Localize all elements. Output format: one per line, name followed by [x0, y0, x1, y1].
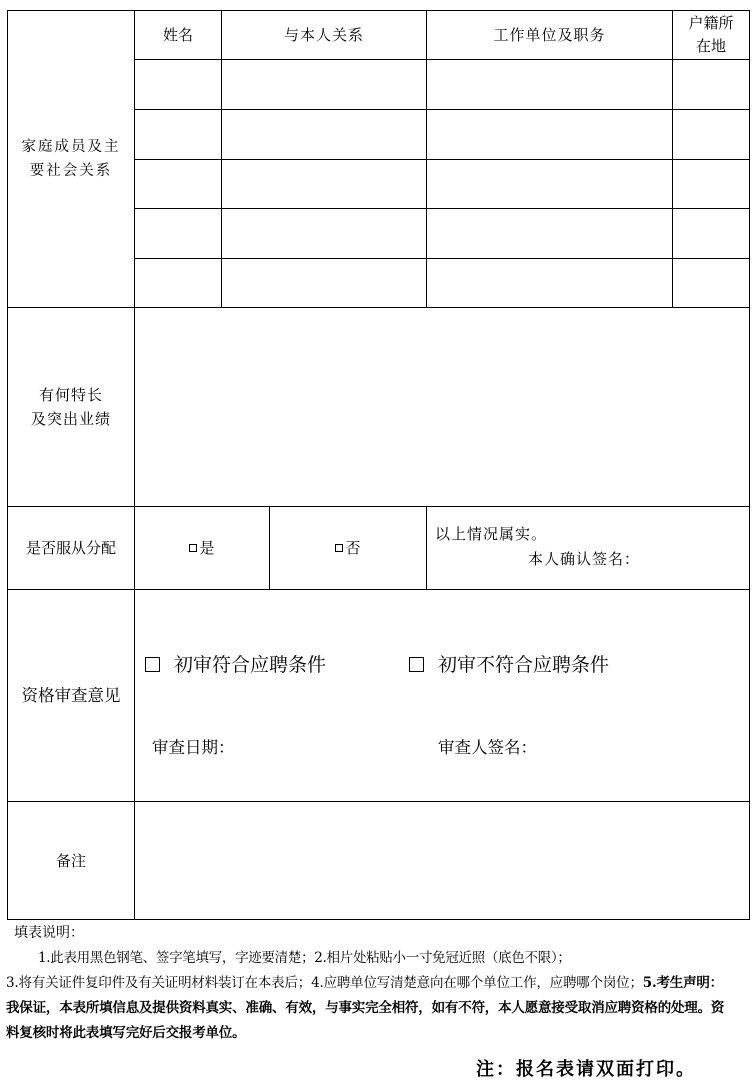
- instruction-item-4: 4.应聘单位写清楚意向在哪个单位工作，应聘哪个岗位；: [311, 975, 643, 991]
- header-relation-text: 与本人关系: [283, 26, 364, 44]
- specialty-field[interactable]: [135, 308, 749, 506]
- rule: [7, 919, 750, 920]
- remarks-label: [8, 802, 134, 919]
- family-row[interactable]: [135, 110, 749, 159]
- reviewer-signature-label: 审查人签名：: [438, 738, 537, 757]
- assignment-yes-option[interactable]: [135, 507, 269, 589]
- specialty-label-line1: 有何特长: [38, 386, 103, 404]
- header-hukou: [673, 11, 749, 59]
- remarks-label-text: 备注: [55, 851, 86, 870]
- rule: [749, 10, 750, 920]
- review-label: [8, 590, 134, 801]
- family-row[interactable]: [135, 259, 749, 307]
- family-row[interactable]: [135, 60, 749, 109]
- remarks-field[interactable]: [135, 802, 749, 919]
- instruction-item-1: 1.此表用黑色钢笔、签字笔填写，字迹要清楚；: [38, 950, 315, 966]
- assignment-no-option[interactable]: [270, 507, 426, 589]
- instruction-item-3: 3.将有关证件复印件及有关证明材料装订在本表后；: [6, 975, 312, 991]
- rule: [426, 506, 427, 590]
- assignment-yes-text: 是: [199, 539, 215, 557]
- review-fail-option[interactable]: [409, 650, 609, 677]
- family-section-label-text: 家庭成员及主要社会关系: [21, 139, 121, 179]
- instructions-title: 填表说明：: [14, 925, 84, 941]
- review-label-text: 资格审查意见: [21, 685, 121, 705]
- specialty-label: [8, 308, 134, 506]
- header-employer-text: 工作单位及职务: [493, 26, 606, 44]
- review-date-label: 审查日期：: [152, 738, 235, 757]
- assignment-label-text: 是否服从分配: [25, 539, 116, 557]
- assignment-no-text: 否: [345, 539, 361, 557]
- instruction-item-2: 2.相片处粘贴小一寸免冠近照（底色不限）；: [314, 950, 571, 966]
- header-employer: [427, 11, 672, 59]
- header-hukou-text: 户籍所在地: [688, 14, 734, 55]
- instructions-line: [6, 971, 736, 1046]
- family-row[interactable]: [135, 160, 749, 208]
- specialty-label-line2: 及突出业绩: [30, 410, 111, 428]
- checkbox-icon[interactable]: [335, 544, 343, 552]
- instruction-item-5: 5.考生声明：我保证，本表所填信息及提供资料真实、准确、有效，与事实完全相符，如有不符，本人愿意接受取消应聘资格的处理。资料复核时将此表填写完好后交报考单位。: [6, 975, 725, 1041]
- instructions-block: [6, 921, 736, 1046]
- confirm-signature-label: 本人确认签名：: [528, 550, 641, 568]
- review-pass-option[interactable]: [145, 650, 326, 677]
- family-section-label: [8, 11, 134, 307]
- checkbox-icon[interactable]: [145, 657, 160, 672]
- review-fail-text: 初审不符合应聘条件: [438, 654, 610, 676]
- assignment-label: [8, 507, 134, 589]
- header-relation: [222, 11, 426, 59]
- header-name: [135, 11, 221, 59]
- footer-note: 注：报名表请双面打印。: [476, 1059, 696, 1080]
- review-pass-text: 初审符合应聘条件: [174, 654, 327, 676]
- confirm-statement: 以上情况属实。: [435, 525, 548, 543]
- header-name-text: 姓名: [162, 26, 193, 44]
- family-row[interactable]: [135, 209, 749, 258]
- checkbox-icon[interactable]: [409, 657, 424, 672]
- checkbox-icon[interactable]: [189, 544, 197, 552]
- instructions-line: [6, 946, 736, 971]
